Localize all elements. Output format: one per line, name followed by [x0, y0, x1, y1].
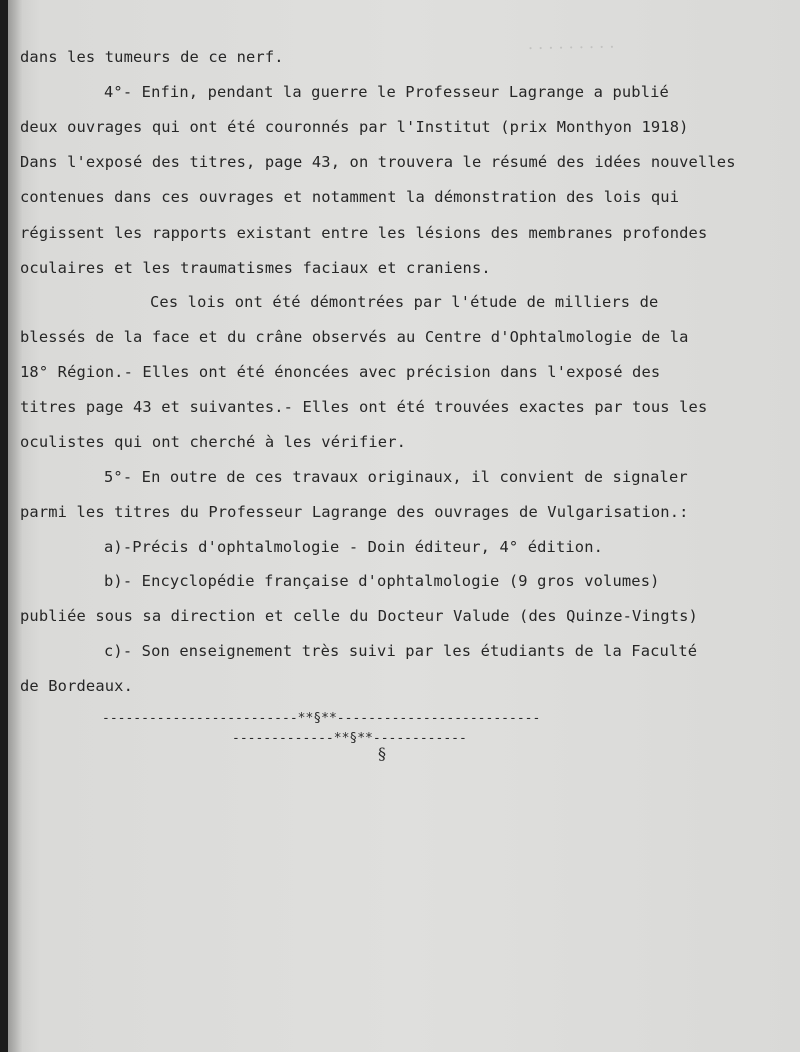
- text-line-12: oculistes qui ont cherché à les vérifier.: [20, 433, 407, 451]
- text-line-6: régissent les rapports existant entre les lésions des membranes profondes: [20, 224, 708, 242]
- text-line-13: 5°- En outre de ces travaux originaux, il convient de signaler: [104, 468, 688, 486]
- text-line-14: parmi les titres du Professeur Lagrange des ouvrages de Vulgarisation.:: [20, 503, 689, 521]
- text-line-5: contenues dans ces ouvrages et notamment la démonstration des lois qui: [20, 188, 680, 206]
- text-line-1: dans les tumeurs de ce nerf.: [20, 48, 284, 66]
- text-line-7: oculaires et les traumatismes faciaux et craniens.: [20, 259, 491, 277]
- text-line-4: Dans l'exposé des titres, page 43, on trouvera le résumé des idées nouvelles: [20, 153, 736, 171]
- text-line-16: b)- Encyclopédie française d'ophtalmologie (9 gros volumes): [104, 572, 660, 590]
- text-line-2: 4°- Enfin, pendant la guerre le Professeur Lagrange a publié: [104, 83, 669, 101]
- text-line-15: a)-Précis d'ophtalmologie - Doin éditeur, 4° édition.: [104, 538, 604, 556]
- show-through-mark: · · · · · · · · ·: [527, 37, 615, 58]
- text-line-11: titres page 43 et suivantes.- Elles ont été trouvées exactes par tous les: [20, 398, 708, 416]
- document-page: [8, 0, 800, 1052]
- text-line-10: 18° Région.- Elles ont été énoncées avec précision dans l'exposé des: [20, 363, 661, 381]
- text-line-8: Ces lois ont été démontrées par l'étude de milliers de: [150, 293, 659, 311]
- text-line-9: blessés de la face et du crâne observés au Centre d'Ophtalmologie de la: [20, 328, 689, 346]
- text-line-3: deux ouvrages qui ont été couronnés par l'Institut (prix Monthyon 1918): [20, 118, 689, 136]
- divider-line-long: -------------------------**§**--------------------------: [102, 711, 541, 726]
- text-line-17: publiée sous sa direction et celle du Docteur Valude (des Quinze-Vingts): [20, 607, 698, 625]
- text-line-19: de Bordeaux.: [20, 677, 133, 695]
- section-mark: §: [378, 744, 386, 763]
- divider-line-short: -------------**§**------------: [232, 731, 467, 746]
- text-line-18: c)- Son enseignement très suivi par les étudiants de la Faculté: [104, 642, 698, 660]
